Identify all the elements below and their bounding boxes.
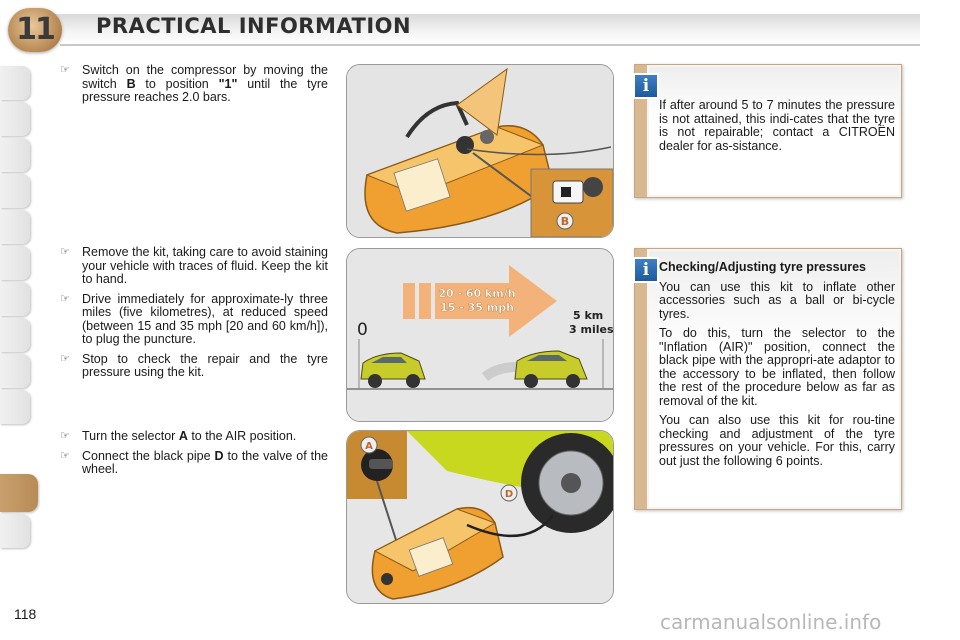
chapter-tab[interactable] <box>0 138 30 172</box>
chapter-tab-active[interactable] <box>0 474 38 512</box>
bullet-arrow-icon: ☞ <box>60 430 70 442</box>
bullet-arrow-icon: ☞ <box>60 64 70 76</box>
page-number: 118 <box>14 606 37 622</box>
distance-miles: 3 miles <box>569 323 613 336</box>
distance-zero: 0 <box>357 320 368 340</box>
distance-km: 5 km <box>573 309 604 322</box>
chapter-tabs <box>0 66 32 576</box>
figure-driving-distance <box>346 248 614 422</box>
instruction-text: Drive immediately for approximate-ly three miles (five kilometres), at reduced speed (between 15 and 35 mph [20 and 60 km/h]), to plug the puncture. <box>82 291 328 346</box>
instruction-text: Remove the kit, taking care to avoid staining your vehicle with traces of fluid. Keep the kit to hand. <box>82 245 328 286</box>
info-paragraph: You can also use this kit for rou-tine checking and adjustment of the tyre pressures on your vehicle. For this, carry out just the following 6 points. <box>659 413 895 468</box>
chapter-tab[interactable] <box>0 282 30 316</box>
instruction-block-1 <box>60 64 328 111</box>
info-paragraph: You can use this kit to inflate other accessories such as a ball or bi-cycle tyres. <box>659 279 895 321</box>
chapter-tab[interactable] <box>0 210 30 244</box>
instruction-text: Switch on the compressor by moving the switch B to position "1" until the tyre pressure reaches 2.0 bars. <box>82 63 328 104</box>
figure-compressor-switch <box>346 64 614 238</box>
instruction-text: Turn the selector A to the AIR position. <box>82 429 297 443</box>
label-a: A <box>365 441 373 452</box>
instruction-block-3 <box>60 430 328 483</box>
speed-mph: 15 - 35 mph <box>440 301 514 314</box>
figure-pipe-connection <box>346 430 614 604</box>
watermark: carmanualsonline.info <box>660 610 882 634</box>
instruction-block-2 <box>60 246 328 386</box>
info-text: If after around 5 to 7 minutes the pressure is not attained, this indi-cates that the tyre is not repairable; contact a CITROËN dealer for as-sistance. <box>659 98 895 153</box>
chapter-tab[interactable] <box>0 514 30 548</box>
info-text <box>659 261 895 474</box>
instruction-text: Connect the black pipe D to the valve of the wheel. <box>82 448 328 476</box>
bullet-arrow-icon: ☞ <box>60 246 70 258</box>
chapter-tab[interactable] <box>0 390 30 424</box>
chapter-tab[interactable] <box>0 66 30 100</box>
pipe-illustration <box>347 431 613 603</box>
chapter-tab[interactable] <box>0 102 30 136</box>
compressor-illustration <box>347 65 613 237</box>
driving-illustration <box>347 249 613 421</box>
chapter-tab[interactable] <box>0 246 30 280</box>
chapter-tab[interactable] <box>0 174 30 208</box>
info-box-repair-warning <box>634 64 902 198</box>
bullet-arrow-icon: ☞ <box>60 449 70 462</box>
label-d: D <box>504 489 514 500</box>
info-icon: i <box>633 257 659 283</box>
chapter-number: 11 <box>16 12 54 47</box>
speed-kmh: 20 - 60 km/h <box>438 287 516 300</box>
bullet-arrow-icon: ☞ <box>60 352 70 365</box>
chapter-tab[interactable] <box>0 354 30 388</box>
instruction-text: Stop to check the repair and the tyre pressure using the kit. <box>82 351 328 379</box>
info-paragraph: To do this, turn the selector to the "Inflation (AIR)" position, connect the black pipe with the appropri-ate adaptor to the accessory to be inflated, then follow the rest of the procedure below as far as removal of the kit. <box>659 326 895 408</box>
info-icon: i <box>633 73 659 99</box>
chapter-tab[interactable] <box>0 318 30 352</box>
page-title: PRACTICAL INFORMATION <box>96 14 412 38</box>
info-box-checking-pressures <box>634 248 902 510</box>
header-rule <box>60 44 920 46</box>
label-b: B <box>560 215 570 228</box>
bullet-arrow-icon: ☞ <box>60 292 70 305</box>
info-title: Checking/Adjusting tyre pressures <box>659 260 867 274</box>
